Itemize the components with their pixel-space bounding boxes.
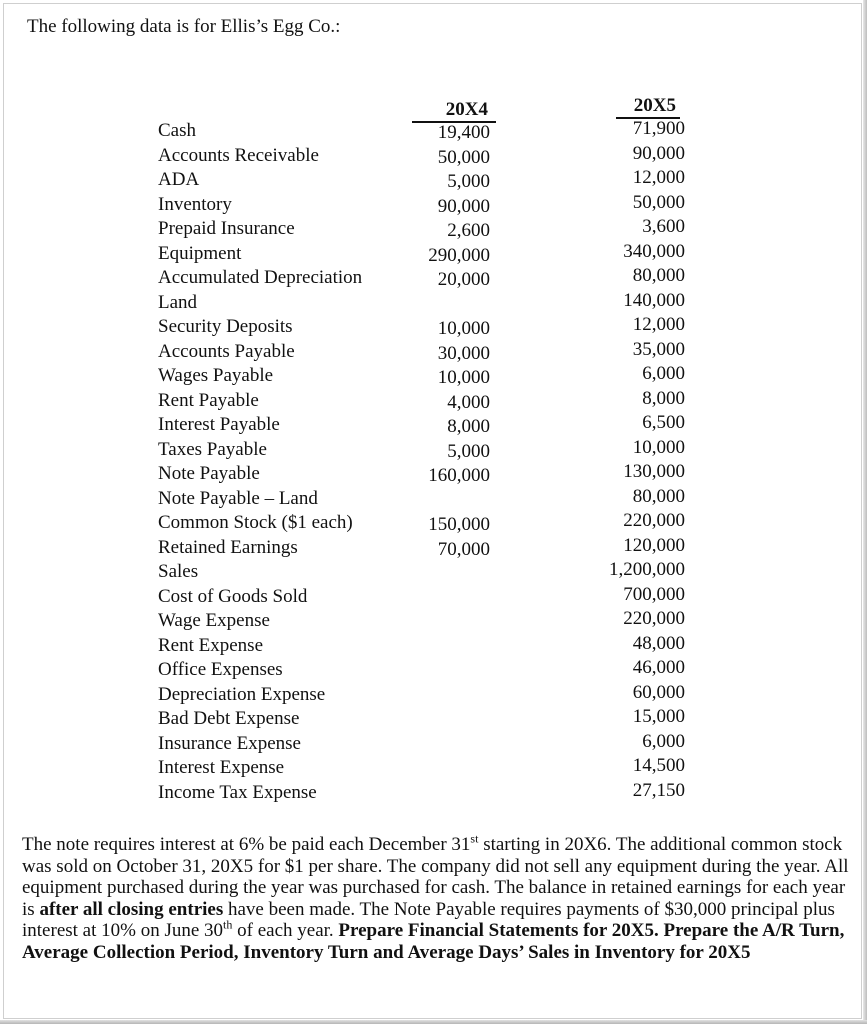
account-label: Rent Expense bbox=[158, 634, 264, 656]
account-label: Accumulated Depreciation bbox=[158, 267, 363, 288]
account-label: ADA bbox=[158, 169, 200, 190]
value-20x5: 3,600 bbox=[642, 216, 685, 237]
value-20x4 bbox=[390, 758, 490, 783]
value-20x5: 15,000 bbox=[632, 706, 685, 727]
value-20x5: 48,000 bbox=[632, 632, 685, 654]
value-20x4 bbox=[390, 293, 490, 318]
account-label: Interest Payable bbox=[158, 414, 280, 435]
value-20x4 bbox=[390, 734, 490, 759]
account-label: Retained Earnings bbox=[158, 536, 298, 558]
value-20x4 bbox=[390, 562, 490, 587]
account-label: Wage Expense bbox=[158, 610, 270, 631]
value-20x4: 5,000 bbox=[447, 171, 490, 192]
account-label: Land bbox=[158, 291, 198, 313]
value-20x4: 10,000 bbox=[437, 367, 490, 388]
value-20x5: 12,000 bbox=[632, 314, 685, 335]
note-superscript: st bbox=[470, 831, 479, 846]
note-text: starting in 20X6. The additional common stock was sold on October 31, 20X5 for $1 per share. The company did not sell any equipment during the year. All equipment purchased during the year was purchased for cash. The balance in retained earnings for each year is bbox=[22, 834, 849, 920]
value-20x5: 80,000 bbox=[632, 265, 685, 286]
value-20x4 bbox=[390, 709, 490, 734]
account-labels-column bbox=[158, 119, 362, 805]
value-20x4 bbox=[390, 587, 490, 612]
page-shadow-bottom bbox=[0, 1020, 867, 1024]
values-20x5-column bbox=[585, 117, 685, 803]
value-20x4: 8,000 bbox=[447, 416, 490, 437]
value-20x5: 130,000 bbox=[623, 461, 685, 482]
value-20x5: 1,200,000 bbox=[609, 559, 685, 580]
value-20x5: 6,500 bbox=[642, 412, 685, 433]
value-20x5: 27,150 bbox=[632, 779, 685, 801]
value-20x4: 2,600 bbox=[447, 220, 490, 241]
value-20x5: 46,000 bbox=[632, 657, 685, 678]
account-label: Rent Payable bbox=[158, 389, 259, 411]
value-20x4: 160,000 bbox=[428, 465, 490, 486]
value-20x5: 700,000 bbox=[623, 583, 685, 605]
value-20x5: 6,000 bbox=[642, 363, 685, 384]
column-header-20x4: 20X4 bbox=[445, 99, 488, 120]
account-label: Inventory bbox=[158, 193, 232, 215]
value-20x5: 220,000 bbox=[623, 608, 685, 629]
account-label: Insurance Expense bbox=[158, 732, 301, 754]
value-20x4: 50,000 bbox=[437, 146, 490, 168]
value-20x4: 70,000 bbox=[437, 538, 490, 560]
value-20x5: 8,000 bbox=[642, 387, 685, 409]
account-label: Note Payable – Land bbox=[158, 487, 318, 509]
document-title: The following data is for Ellis’s Egg Co.: bbox=[27, 16, 341, 37]
account-label: Note Payable bbox=[158, 463, 260, 484]
value-20x4: 20,000 bbox=[437, 269, 490, 290]
account-label: Accounts Payable bbox=[158, 340, 295, 362]
account-label: Depreciation Expense bbox=[158, 683, 326, 705]
value-20x4 bbox=[390, 685, 490, 710]
account-label: Cash bbox=[158, 120, 196, 141]
account-label: Equipment bbox=[158, 242, 242, 264]
value-20x5: 12,000 bbox=[632, 167, 685, 188]
value-20x5: 35,000 bbox=[632, 338, 685, 360]
value-20x4 bbox=[390, 783, 490, 808]
account-label: Bad Debt Expense bbox=[158, 708, 300, 729]
value-20x4: 30,000 bbox=[437, 342, 490, 364]
value-20x4 bbox=[390, 489, 490, 514]
account-label: Cost of Goods Sold bbox=[158, 585, 308, 607]
account-label: Accounts Receivable bbox=[158, 144, 319, 166]
value-20x4: 19,400 bbox=[437, 122, 490, 143]
value-20x5: 80,000 bbox=[632, 485, 685, 507]
value-20x5: 71,900 bbox=[632, 118, 685, 139]
value-20x4: 4,000 bbox=[447, 391, 490, 413]
note-text: have been made. The Note Payable requires payments of $30,000 principal plus interest at 10% on June 30 bbox=[22, 898, 835, 941]
value-20x4: 290,000 bbox=[428, 244, 490, 266]
note-text: The note requires interest at 6% be paid each December 31 bbox=[22, 834, 471, 855]
account-label: Income Tax Expense bbox=[158, 781, 317, 803]
instructions-bold-text: Prepare Financial Statements for 20X5. Prepare the A/R Turn, Average Collection Period, Inventory Turn and Average Days’ Sales in Inventory for 20X5 bbox=[22, 920, 845, 963]
value-20x4 bbox=[390, 611, 490, 636]
value-20x5: 10,000 bbox=[632, 436, 685, 458]
account-label: Prepaid Insurance bbox=[158, 218, 295, 239]
page-shadow-right bbox=[863, 0, 867, 1024]
account-label: Sales bbox=[158, 561, 199, 582]
value-20x4: 10,000 bbox=[437, 318, 490, 339]
account-label: Taxes Payable bbox=[158, 438, 267, 460]
account-label: Office Expenses bbox=[158, 659, 283, 680]
value-20x4: 5,000 bbox=[447, 440, 490, 462]
account-label: Interest Expense bbox=[158, 757, 285, 778]
value-20x5: 120,000 bbox=[623, 534, 685, 556]
value-20x4: 150,000 bbox=[428, 514, 490, 535]
value-20x5: 6,000 bbox=[642, 730, 685, 752]
account-label: Common Stock ($1 each) bbox=[158, 512, 353, 533]
value-20x5: 90,000 bbox=[632, 142, 685, 164]
value-20x4 bbox=[390, 636, 490, 661]
column-header-20x5: 20X5 bbox=[633, 95, 676, 116]
value-20x5: 140,000 bbox=[623, 289, 685, 311]
account-label: Wages Payable bbox=[158, 365, 274, 386]
account-label: Security Deposits bbox=[158, 316, 293, 337]
note-bold-text: after all closing entries bbox=[39, 898, 224, 920]
note-paragraph bbox=[22, 831, 852, 963]
value-20x5: 340,000 bbox=[623, 240, 685, 262]
note-text: of each year. bbox=[232, 920, 339, 941]
value-20x5: 50,000 bbox=[632, 191, 685, 213]
value-20x4 bbox=[390, 660, 490, 685]
value-20x5: 14,500 bbox=[632, 755, 685, 776]
value-20x5: 220,000 bbox=[623, 510, 685, 531]
value-20x5: 60,000 bbox=[632, 681, 685, 703]
note-superscript: th bbox=[223, 917, 233, 932]
value-20x4: 90,000 bbox=[437, 195, 490, 217]
values-20x4-column bbox=[390, 121, 490, 807]
